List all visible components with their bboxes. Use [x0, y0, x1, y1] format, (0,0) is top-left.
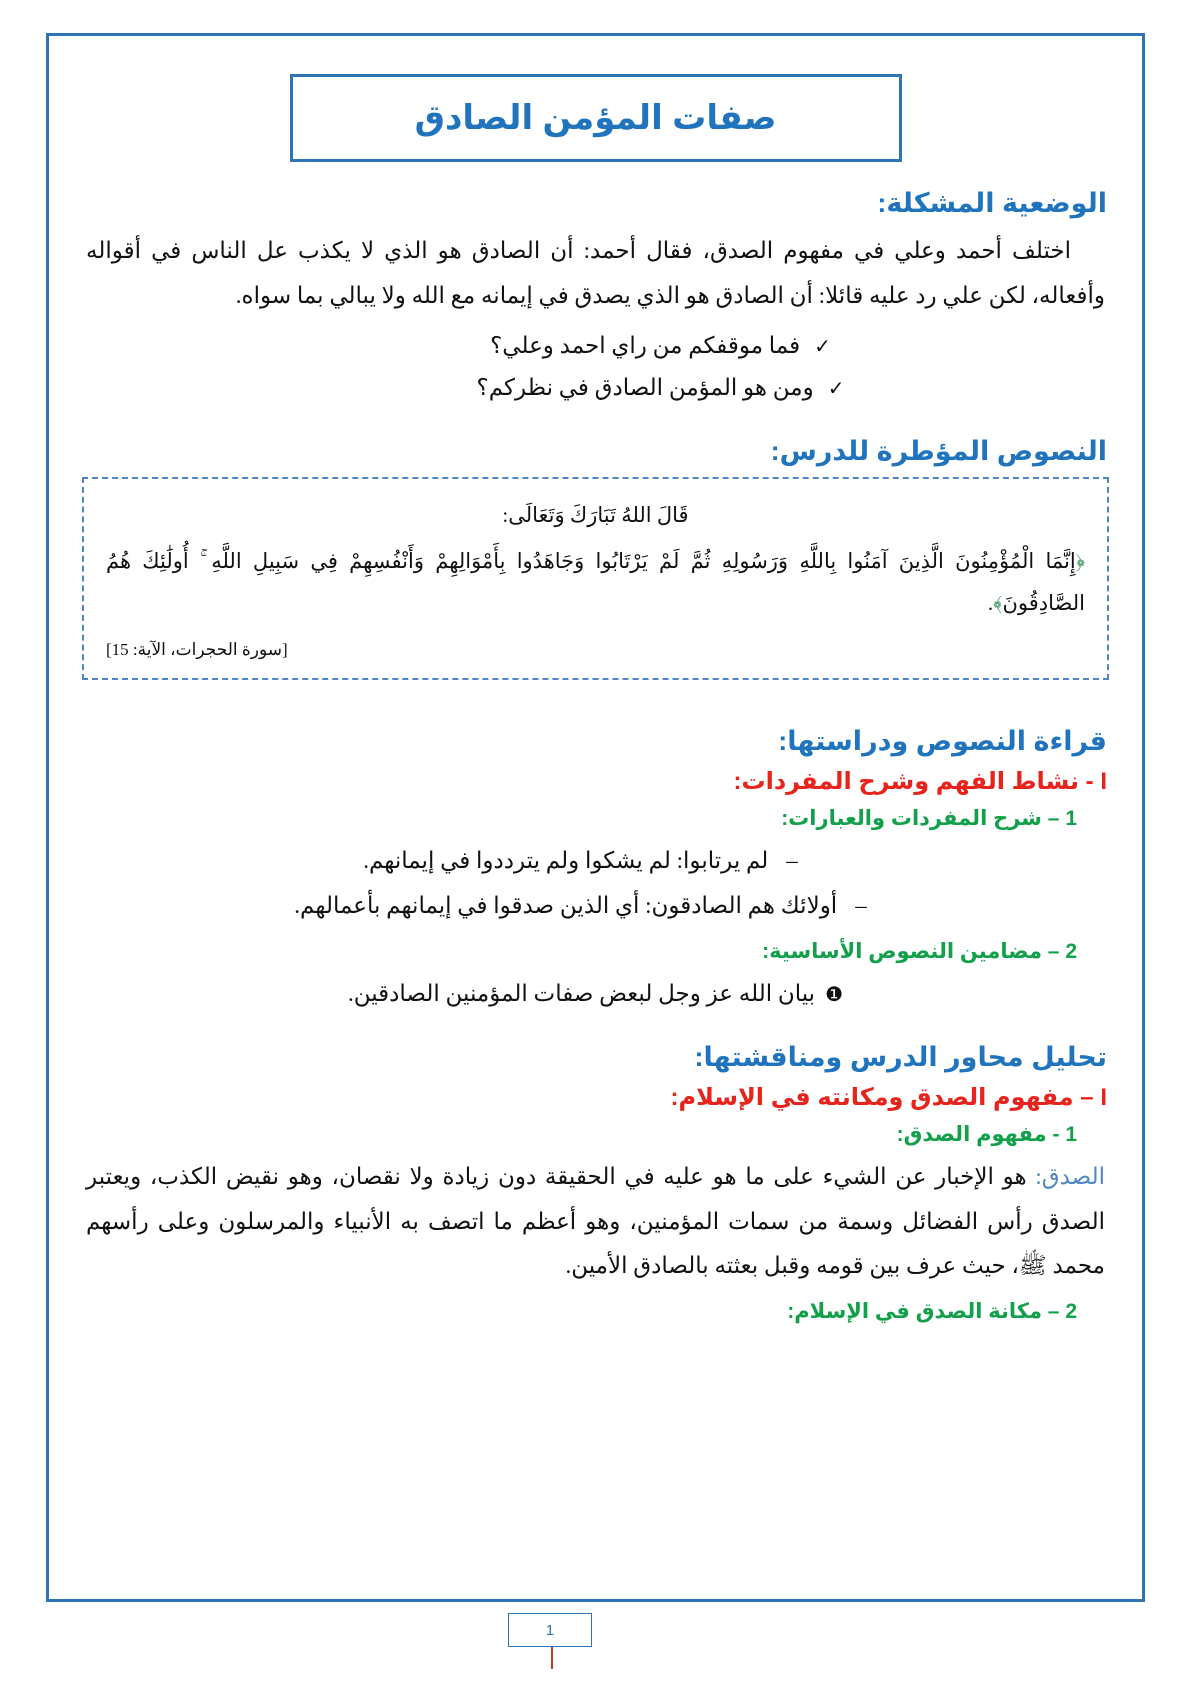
footer-red-mark	[551, 1647, 553, 1669]
list-item	[140, 884, 1021, 929]
subheading-vocabulary-explanation: 1 – شرح المفردات والعبارات:	[781, 807, 1077, 831]
list-item	[210, 325, 1111, 368]
subheading-status-of-truthfulness: 2 – مكانة الصدق في الإسلام:	[787, 1300, 1077, 1324]
heading-framing-texts: النصوص المؤطرة للدرس:	[770, 435, 1107, 466]
page-title: صفات المؤمن الصادق	[414, 99, 777, 137]
subheading-definition-of-truthfulness: 1 - مفهوم الصدق:	[896, 1122, 1077, 1146]
vocabulary-text: أولائك هم الصادقون: أي الذين صدقوا في إيمانهم بأعمالهم.	[294, 893, 838, 919]
quran-source-citation: [سورة الحجرات، الآية: 15]	[106, 640, 288, 660]
quran-text-box	[82, 477, 1109, 681]
list-item	[210, 367, 1111, 410]
check-icon: ✓	[814, 335, 831, 358]
check-icon: ✓	[827, 378, 845, 401]
subheading-truthfulness-concept: I – مفهوم الصدق ومكانته في الإسلام:	[670, 1083, 1107, 1111]
heading-lesson-analysis: تحليل محاور الدرس ومناقشتها:	[694, 1041, 1107, 1072]
page-number-box	[508, 1613, 592, 1647]
quran-intro-line: قَالَ اللهُ تَبَارَكَ وَتَعَالَى:	[502, 502, 689, 527]
verse-text: إِنَّمَا الْمُؤْمِنُونَ الَّذِينَ آمَنُوا بِاللَّهِ وَرَسُولِهِ ثُمَّ لَمْ يَرْتَابُوا وَجَاهَدُوا بِأَمْوَالِهِمْ وَأَنْفُسِهِمْ فِي سَبِيلِ اللَّهِ ۚ أُولَٰئِكَ هُمُ الصَّادِقُونَ	[106, 549, 1085, 616]
definition-term: الصدق:	[1035, 1163, 1105, 1189]
vocabulary-list	[80, 839, 1111, 929]
problem-situation-questions	[80, 325, 1111, 410]
vocabulary-text: لم يرتابوا: لم يشكوا ولم يترددوا في إيمانهم.	[363, 848, 769, 874]
page-number: 1	[545, 1621, 555, 1639]
list-item	[140, 839, 1021, 884]
page-content	[62, 48, 1129, 1548]
content-item-text: بيان الله عز وجل لبعض صفات المؤمنين الصادقين.	[347, 981, 816, 1007]
content-item	[80, 972, 1111, 1016]
numbered-bullet-icon: ❶	[825, 984, 844, 1007]
definition-body: هو الإخبار عن الشيء على ما هو عليه في الحقيقة دون زيادة ولا نقصان، وهو نقيض الكذب، ويعتبر الصدق رأس الفضائل وسمة من سمات المؤمنين، وهو أعظم ما اتصف به الأنبياء والمرسلون وعلى رأسهم محمد ﷺ، حيث عرف بين قومه وقبل بعثته بالصادق الأمين.	[86, 1163, 1105, 1279]
verse-end-punct: .	[987, 591, 994, 616]
quran-verse	[106, 540, 1085, 624]
lesson-title-box	[290, 74, 902, 162]
problem-situation-paragraph: اختلف أحمد وعلي في مفهوم الصدق، فقال أحمد: أن الصادق هو الذي لا يكذب عل الناس في أقواله وأفعاله، لكن علي رد عليه قائلا: أن الصادق هو الذي يصدق في إيمانه مع الله ولا يبالي بما سواه.	[86, 238, 1105, 308]
dash-icon: –	[855, 893, 867, 919]
verse-close-bracket: ﴾	[993, 591, 1003, 616]
subheading-core-content: 2 – مضامين النصوص الأساسية:	[762, 940, 1077, 964]
question-text: ومن هو المؤمن الصادق في نظركم؟	[476, 375, 814, 401]
truthfulness-definition-paragraph	[86, 1155, 1105, 1290]
subheading-comprehension-activity: I - نشاط الفهم وشرح المفردات:	[733, 768, 1107, 796]
question-text: فما موقفكم من راي احمد وعلي؟	[490, 332, 801, 358]
verse-open-bracket: ﴿	[1075, 549, 1085, 574]
heading-reading-texts: قراءة النصوص ودراستها:	[778, 726, 1107, 757]
dash-icon: –	[786, 848, 798, 874]
heading-problem-situation: الوضعية المشكلة:	[877, 188, 1107, 218]
